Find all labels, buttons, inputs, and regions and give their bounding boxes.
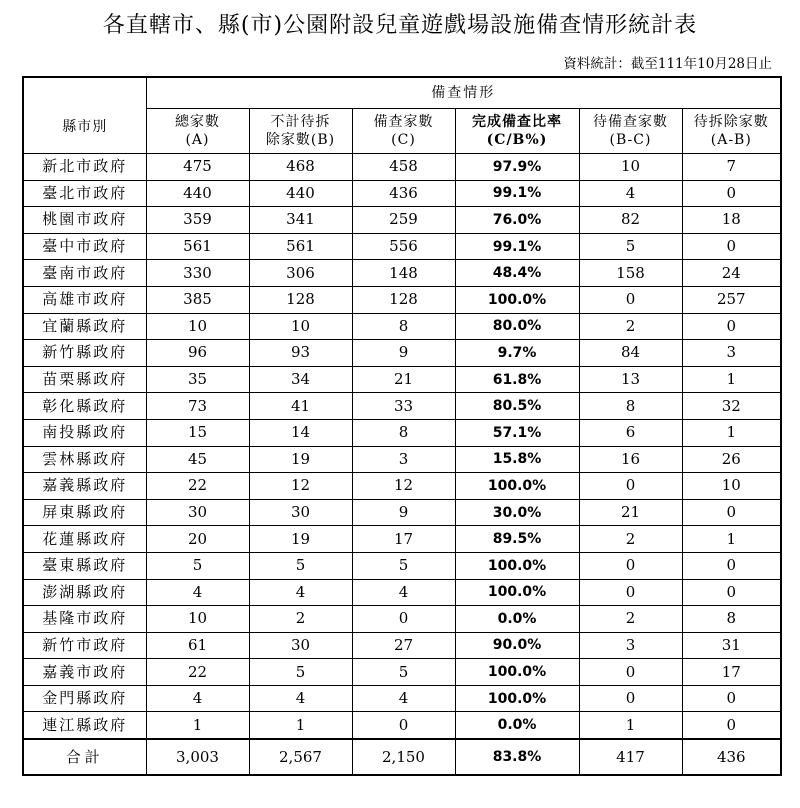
- filed-count-cell: 8: [352, 419, 455, 446]
- filed-count-cell: 33: [352, 393, 455, 420]
- group-header: 備查情形: [146, 77, 781, 109]
- excluding-count-cell: 34: [249, 366, 352, 393]
- completion-rate-cell: 80.0%: [455, 313, 579, 340]
- city-cell: 雲林縣政府: [23, 446, 146, 473]
- excluding-count-cell: 2: [249, 606, 352, 633]
- total-count-cell: 359: [146, 207, 249, 234]
- excluding-count-cell: 93: [249, 340, 352, 367]
- total-a: 3,003: [146, 739, 249, 775]
- total-count-cell: 440: [146, 180, 249, 207]
- pending-count-cell: 21: [579, 499, 682, 526]
- total-b: 2,567: [249, 739, 352, 775]
- city-cell: 新竹縣政府: [23, 340, 146, 367]
- pending-count-cell: 0: [579, 685, 682, 712]
- column-header-city: 縣市別: [23, 77, 146, 154]
- excluding-count-cell: 1: [249, 712, 352, 739]
- demolish-count-cell: 257: [682, 286, 781, 313]
- demolish-count-cell: 0: [682, 233, 781, 260]
- pending-count-cell: 16: [579, 446, 682, 473]
- filed-count-cell: 27: [352, 632, 455, 659]
- filed-count-cell: 0: [352, 606, 455, 633]
- table-row: [23, 712, 781, 739]
- pending-count-cell: 10: [579, 154, 682, 181]
- excluding-count-cell: 30: [249, 632, 352, 659]
- demolish-count-cell: 26: [682, 446, 781, 473]
- statistics-table: [22, 76, 782, 776]
- table-row: [23, 207, 781, 234]
- excluding-count-cell: 440: [249, 180, 352, 207]
- completion-rate-cell: 0.0%: [455, 606, 579, 633]
- table-row: [23, 446, 781, 473]
- pending-count-cell: 0: [579, 659, 682, 686]
- city-cell: 金門縣政府: [23, 685, 146, 712]
- filed-count-cell: 128: [352, 286, 455, 313]
- table-row: [23, 313, 781, 340]
- pending-count-cell: 0: [579, 552, 682, 579]
- column-header-filed: 備查家數 (C): [352, 109, 455, 154]
- excluding-count-cell: 561: [249, 233, 352, 260]
- excluding-count-cell: 5: [249, 659, 352, 686]
- total-count-cell: 61: [146, 632, 249, 659]
- city-cell: 新北市政府: [23, 154, 146, 181]
- total-count-cell: 385: [146, 286, 249, 313]
- pending-count-cell: 3: [579, 632, 682, 659]
- table-row: [23, 180, 781, 207]
- filed-count-cell: 12: [352, 473, 455, 500]
- completion-rate-cell: 90.0%: [455, 632, 579, 659]
- excluding-count-cell: 41: [249, 393, 352, 420]
- demolish-count-cell: 24: [682, 260, 781, 287]
- completion-rate-cell: 15.8%: [455, 446, 579, 473]
- demolish-count-cell: 0: [682, 313, 781, 340]
- total-count-cell: 22: [146, 473, 249, 500]
- demolish-count-cell: 1: [682, 526, 781, 553]
- total-count-cell: 45: [146, 446, 249, 473]
- excluding-count-cell: 341: [249, 207, 352, 234]
- table-row: [23, 154, 781, 181]
- total-c: 2,150: [352, 739, 455, 775]
- city-cell: 宜蘭縣政府: [23, 313, 146, 340]
- excluding-count-cell: 12: [249, 473, 352, 500]
- demolish-count-cell: 8: [682, 606, 781, 633]
- table-row: [23, 606, 781, 633]
- filed-count-cell: 436: [352, 180, 455, 207]
- pending-count-cell: 82: [579, 207, 682, 234]
- city-cell: 南投縣政府: [23, 419, 146, 446]
- total-count-cell: 35: [146, 366, 249, 393]
- total-count-cell: 4: [146, 685, 249, 712]
- city-cell: 澎湖縣政府: [23, 579, 146, 606]
- total-count-cell: 475: [146, 154, 249, 181]
- excluding-count-cell: 19: [249, 526, 352, 553]
- pending-count-cell: 0: [579, 579, 682, 606]
- completion-rate-cell: 100.0%: [455, 579, 579, 606]
- filed-count-cell: 259: [352, 207, 455, 234]
- demolish-count-cell: 3: [682, 340, 781, 367]
- excluding-count-cell: 19: [249, 446, 352, 473]
- city-cell: 彰化縣政府: [23, 393, 146, 420]
- total-rate: 83.8%: [455, 739, 579, 775]
- completion-rate-cell: 61.8%: [455, 366, 579, 393]
- table-row: [23, 366, 781, 393]
- demolish-count-cell: 17: [682, 659, 781, 686]
- total-count-cell: 561: [146, 233, 249, 260]
- completion-rate-cell: 9.7%: [455, 340, 579, 367]
- demolish-count-cell: 10: [682, 473, 781, 500]
- total-ab: 436: [682, 739, 781, 775]
- total-count-cell: 5: [146, 552, 249, 579]
- completion-rate-cell: 76.0%: [455, 207, 579, 234]
- pending-count-cell: 84: [579, 340, 682, 367]
- pending-count-cell: 1: [579, 712, 682, 739]
- table-body: [23, 154, 781, 740]
- demolish-count-cell: 0: [682, 499, 781, 526]
- excluding-count-cell: 128: [249, 286, 352, 313]
- table-row: [23, 632, 781, 659]
- excluding-count-cell: 5: [249, 552, 352, 579]
- filed-count-cell: 21: [352, 366, 455, 393]
- filed-count-cell: 4: [352, 579, 455, 606]
- city-cell: 基隆市政府: [23, 606, 146, 633]
- table-row: [23, 579, 781, 606]
- total-count-cell: 22: [146, 659, 249, 686]
- column-header-excluding: 不計待拆 除家數(B): [249, 109, 352, 154]
- column-header-pending: 待備查家數 (B-C): [579, 109, 682, 154]
- city-cell: 連江縣政府: [23, 712, 146, 739]
- table-row: [23, 393, 781, 420]
- filed-count-cell: 556: [352, 233, 455, 260]
- column-header-total: 總家數 (A): [146, 109, 249, 154]
- city-cell: 高雄市政府: [23, 286, 146, 313]
- city-cell: 新竹市政府: [23, 632, 146, 659]
- data-date-note: 資料統計：截至111年10月28日止: [563, 56, 772, 72]
- completion-rate-cell: 48.4%: [455, 260, 579, 287]
- completion-rate-cell: 0.0%: [455, 712, 579, 739]
- city-cell: 嘉義市政府: [23, 659, 146, 686]
- demolish-count-cell: 18: [682, 207, 781, 234]
- city-cell: 苗栗縣政府: [23, 366, 146, 393]
- demolish-count-cell: 32: [682, 393, 781, 420]
- completion-rate-cell: 100.0%: [455, 685, 579, 712]
- city-cell: 桃園市政府: [23, 207, 146, 234]
- demolish-count-cell: 7: [682, 154, 781, 181]
- excluding-count-cell: 468: [249, 154, 352, 181]
- filed-count-cell: 5: [352, 552, 455, 579]
- excluding-count-cell: 4: [249, 685, 352, 712]
- filed-count-cell: 148: [352, 260, 455, 287]
- total-count-cell: 1: [146, 712, 249, 739]
- total-count-cell: 96: [146, 340, 249, 367]
- filed-count-cell: 4: [352, 685, 455, 712]
- demolish-count-cell: 0: [682, 552, 781, 579]
- total-count-cell: 20: [146, 526, 249, 553]
- total-count-cell: 10: [146, 606, 249, 633]
- completion-rate-cell: 100.0%: [455, 286, 579, 313]
- table-row: [23, 526, 781, 553]
- table-row: [23, 499, 781, 526]
- completion-rate-cell: 89.5%: [455, 526, 579, 553]
- pending-count-cell: 4: [579, 180, 682, 207]
- excluding-count-cell: 10: [249, 313, 352, 340]
- city-cell: 臺北市政府: [23, 180, 146, 207]
- filed-count-cell: 9: [352, 499, 455, 526]
- filed-count-cell: 5: [352, 659, 455, 686]
- table-row: [23, 473, 781, 500]
- total-count-cell: 4: [146, 579, 249, 606]
- pending-count-cell: 0: [579, 473, 682, 500]
- table-row: [23, 419, 781, 446]
- total-label: 合計: [23, 739, 146, 775]
- completion-rate-cell: 100.0%: [455, 659, 579, 686]
- total-count-cell: 330: [146, 260, 249, 287]
- excluding-count-cell: 4: [249, 579, 352, 606]
- table-row: [23, 233, 781, 260]
- demolish-count-cell: 0: [682, 685, 781, 712]
- pending-count-cell: 13: [579, 366, 682, 393]
- total-count-cell: 30: [146, 499, 249, 526]
- table-row: [23, 552, 781, 579]
- demolish-count-cell: 1: [682, 419, 781, 446]
- completion-rate-cell: 97.9%: [455, 154, 579, 181]
- city-cell: 嘉義縣政府: [23, 473, 146, 500]
- filed-count-cell: 9: [352, 340, 455, 367]
- column-header-demolish: 待拆除家數 (A-B): [682, 109, 781, 154]
- filed-count-cell: 17: [352, 526, 455, 553]
- city-cell: 花蓮縣政府: [23, 526, 146, 553]
- city-cell: 臺中市政府: [23, 233, 146, 260]
- total-count-cell: 73: [146, 393, 249, 420]
- filed-count-cell: 8: [352, 313, 455, 340]
- filed-count-cell: 0: [352, 712, 455, 739]
- pending-count-cell: 5: [579, 233, 682, 260]
- demolish-count-cell: 1: [682, 366, 781, 393]
- pending-count-cell: 0: [579, 286, 682, 313]
- completion-rate-cell: 80.5%: [455, 393, 579, 420]
- table-row: [23, 286, 781, 313]
- demolish-count-cell: 31: [682, 632, 781, 659]
- excluding-count-cell: 30: [249, 499, 352, 526]
- demolish-count-cell: 0: [682, 579, 781, 606]
- completion-rate-cell: 30.0%: [455, 499, 579, 526]
- completion-rate-cell: 100.0%: [455, 473, 579, 500]
- table-row: [23, 260, 781, 287]
- total-count-cell: 10: [146, 313, 249, 340]
- total-row: [23, 739, 781, 775]
- demolish-count-cell: 0: [682, 180, 781, 207]
- completion-rate-cell: 57.1%: [455, 419, 579, 446]
- pending-count-cell: 158: [579, 260, 682, 287]
- city-cell: 臺東縣政府: [23, 552, 146, 579]
- table-row: [23, 659, 781, 686]
- completion-rate-cell: 100.0%: [455, 552, 579, 579]
- completion-rate-cell: 99.1%: [455, 180, 579, 207]
- table-row: [23, 340, 781, 367]
- excluding-count-cell: 306: [249, 260, 352, 287]
- column-header-rate: 完成備查比率 (C/B%): [455, 109, 579, 154]
- pending-count-cell: 8: [579, 393, 682, 420]
- table-row: [23, 685, 781, 712]
- excluding-count-cell: 14: [249, 419, 352, 446]
- city-cell: 屏東縣政府: [23, 499, 146, 526]
- demolish-count-cell: 0: [682, 712, 781, 739]
- total-count-cell: 15: [146, 419, 249, 446]
- pending-count-cell: 2: [579, 606, 682, 633]
- city-cell: 臺南市政府: [23, 260, 146, 287]
- pending-count-cell: 6: [579, 419, 682, 446]
- filed-count-cell: 3: [352, 446, 455, 473]
- page-title: 各直轄市、縣(市)公園附設兒童遊戲場設施備查情形統計表: [102, 13, 698, 38]
- pending-count-cell: 2: [579, 526, 682, 553]
- completion-rate-cell: 99.1%: [455, 233, 579, 260]
- filed-count-cell: 458: [352, 154, 455, 181]
- pending-count-cell: 2: [579, 313, 682, 340]
- total-bc: 417: [579, 739, 682, 775]
